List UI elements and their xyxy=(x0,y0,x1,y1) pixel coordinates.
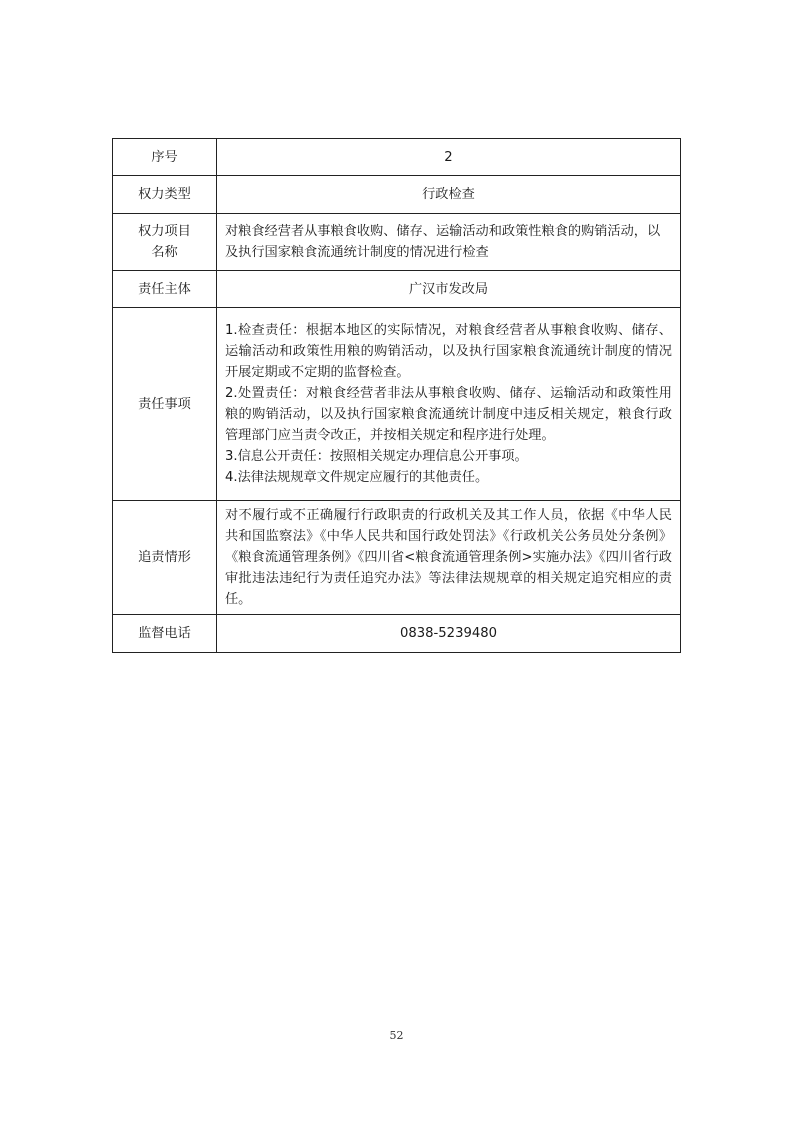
value-supervision-phone: 0838-5239480 xyxy=(217,615,681,653)
label-serial: 序号 xyxy=(113,139,217,176)
label-accountability: 追责情形 xyxy=(113,501,217,615)
table-row-accountability xyxy=(113,501,681,615)
table-row-serial xyxy=(113,139,681,176)
page-number: 52 xyxy=(389,1029,404,1042)
table-row-power-name xyxy=(113,214,681,271)
value-responsibilities xyxy=(217,308,681,501)
value-serial: 2 xyxy=(217,139,681,176)
label-power-name: 权力项目 名称 xyxy=(113,214,217,271)
value-accountability xyxy=(217,501,681,615)
label-supervision-phone: 监督电话 xyxy=(113,615,217,653)
accountability-text: 对不履行或不正确履行行政职责的行政机关及其工作人员，依据《中华人民共和国监察法》《中华人民共和国行政处罚法》《行政机关公务员处分条例》《粮食流通管理条例》《四川省<粮食流通管理条例>实施办法》《四川省行政审批违法违纪行为责任追究办法》等法律法规规章的相关规定追究相应的责任。 xyxy=(225,508,672,607)
responsibility-item-2: 2.处置责任：对粮食经营者非法从事粮食收购、储存、运输活动和政策性用粮的购销活动，以及执行国家粮食流通统计制度中违反相关规定，粮食行政管理部门应当责令改正，并按相关规定和程序进行处理。 xyxy=(225,386,672,443)
table-row-responsibilities xyxy=(113,308,681,501)
responsibility-item-4: 4.法律法规规章文件规定应履行的其他责任。 xyxy=(225,470,489,485)
label-responsible-body: 责任主体 xyxy=(113,271,217,308)
value-responsible-body: 广汉市发改局 xyxy=(217,271,681,308)
label-power-type: 权力类型 xyxy=(113,176,217,214)
responsibility-item-1: 1.检查责任：根据本地区的实际情况，对粮食经营者从事粮食收购、储存、运输活动和政策性用粮的购销活动，以及执行国家粮食流通统计制度的情况开展定期或不定期的监督检查。 xyxy=(225,323,672,380)
power-responsibility-table xyxy=(112,138,681,653)
label-responsibilities: 责任事项 xyxy=(113,308,217,501)
value-power-type: 行政检查 xyxy=(217,176,681,214)
value-power-name: 对粮食经营者从事粮食收购、储存、运输活动和政策性粮食的购销活动，以及执行国家粮食流通统计制度的情况进行检查 xyxy=(217,214,681,271)
responsibility-item-3: 3.信息公开责任：按照相关规定办理信息公开事项。 xyxy=(225,449,528,464)
table-row-responsible-body xyxy=(113,271,681,308)
table-row-supervision-phone xyxy=(113,615,681,653)
table-row-power-type xyxy=(113,176,681,214)
